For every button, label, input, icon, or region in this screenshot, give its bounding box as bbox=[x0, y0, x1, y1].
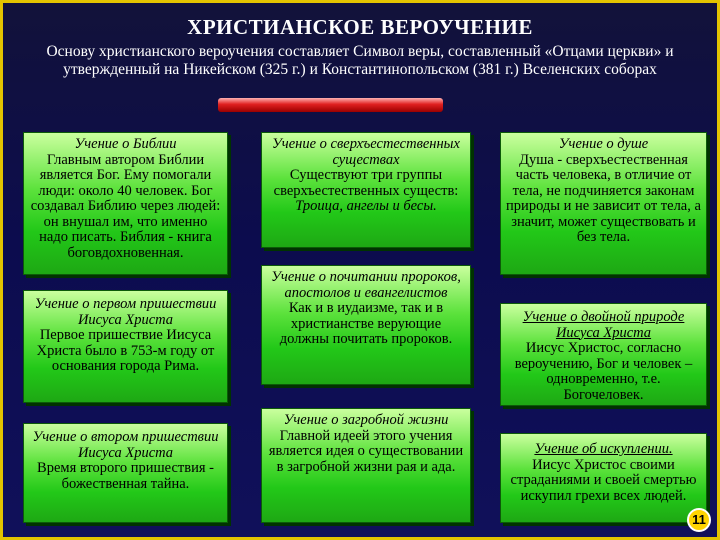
card-body-italic: Троица, ангелы и бесы. bbox=[295, 198, 437, 214]
card-heading: Учение о двойной природе Иисуса Христа bbox=[522, 309, 685, 341]
slide-title: ХРИСТИАНСКОЕ ВЕРОУЧЕНИЕ bbox=[187, 15, 533, 39]
card-afterlife bbox=[261, 408, 471, 523]
card-veneration bbox=[261, 265, 471, 385]
card-body: Существуют три группы сверхъестественных существ: Троица, ангелы и бесы. bbox=[273, 167, 459, 214]
card-body: Иисус Христос своими страданиями и своей смертью искупил грехи всех людей. bbox=[510, 456, 697, 504]
card-body: Главным автором Библии является Бог. Ему помогали люди: около 40 человек. Бог создавал Библию через людей: он внушал им, что именно надо писать. Библия - книга боговдохновенная. bbox=[30, 151, 221, 261]
card-body: Первое пришествие Иисуса Христа было в 753-м году от основания города Рима. bbox=[36, 327, 215, 374]
card-soul bbox=[500, 132, 707, 275]
card-heading: Учение об искуплении. bbox=[534, 441, 673, 457]
card-heading: Учение о первом пришествии Иисуса Христа bbox=[34, 296, 217, 328]
card-body: Душа - сверхъестественная часть человека, в отличие от тела, не подчиняется законам природы и не зависит от тела, а значит, может существовать и без тела. bbox=[506, 151, 701, 245]
card-second-coming bbox=[23, 423, 228, 523]
card-heading: Учение о почитании пророков, апостолов и евангелистов bbox=[271, 269, 461, 301]
card-supernatural bbox=[261, 132, 471, 248]
card-body: Как и в иудаизме, так и в христианстве верующие должны почитать пророков. bbox=[279, 300, 453, 347]
card-heading: Учение о душе bbox=[558, 136, 649, 152]
card-heading: Учение о сверхъестественных существах bbox=[272, 136, 460, 168]
card-body: Время второго пришествия - божественная тайна. bbox=[37, 460, 214, 492]
decorative-red-bar bbox=[218, 98, 443, 112]
card-heading: Учение о втором пришествии Иисуса Христа bbox=[32, 429, 219, 461]
card-dual-nature bbox=[500, 303, 707, 406]
card-bible bbox=[23, 132, 228, 275]
card-atonement bbox=[500, 433, 707, 523]
card-heading: Учение о Библии bbox=[74, 136, 177, 152]
card-body: Иисус Христос, согласно вероучению, Бог и человек – одновременно, т.е. Богочеловек. bbox=[514, 340, 693, 403]
page-number-badge: 11 bbox=[687, 508, 711, 532]
card-first-coming bbox=[23, 290, 228, 403]
card-heading: Учение о загробной жизни bbox=[283, 412, 449, 428]
slide-intro: Основу христианского вероучения составляет Символ веры, составленный «Отцами церкви» и утвержденный на Никейском (325 г.) и Константинопольском (381 г.) Вселенских соборах bbox=[46, 43, 674, 78]
card-body: Главной идеей этого учения является идея о существовании в загробной жизни рая и ада. bbox=[268, 427, 464, 475]
